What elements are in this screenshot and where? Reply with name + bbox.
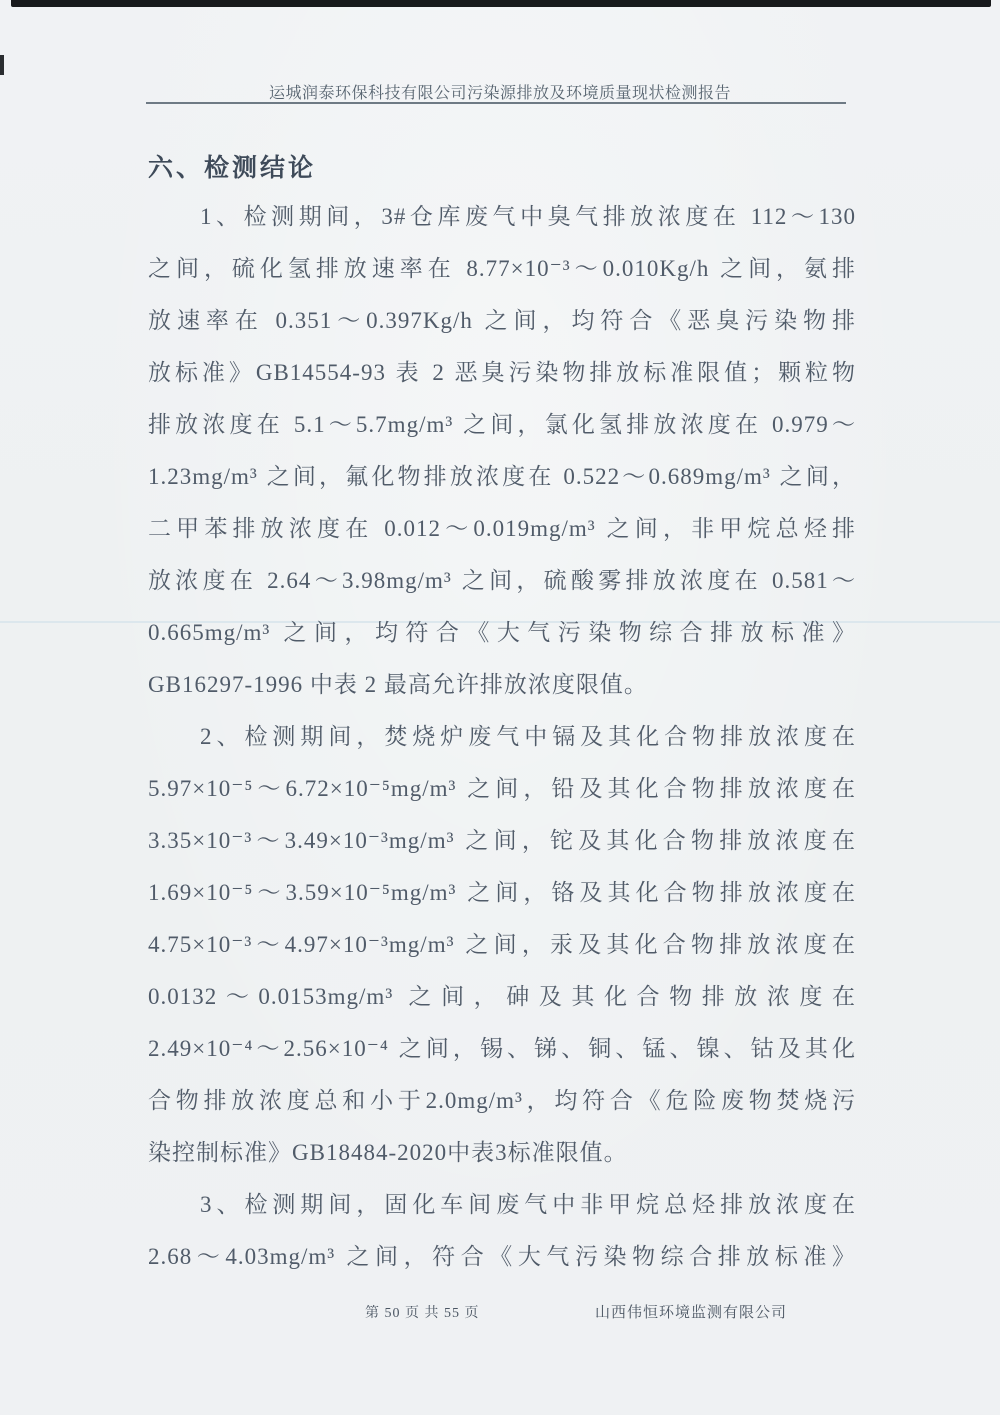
document-body xyxy=(148,191,856,1283)
scan-artifact-left-mark xyxy=(0,55,4,75)
body-line: 合物排放浓度总和小于2.0mg/m³，均符合《危险废物焚烧污 xyxy=(148,1088,856,1113)
section-heading: 六、检测结论 xyxy=(148,155,317,182)
footer-company-name: 山西伟恒环境监测有限公司 xyxy=(595,1305,788,1321)
document-header-title: 运城润泰环保科技有限公司污染源排放及环境质量现状检测报告 xyxy=(268,85,731,102)
footer-page-number: 第 50 页 共 55 页 xyxy=(365,1306,480,1321)
body-line: 5.97×10⁻⁵～6.72×10⁻⁵mg/m³ 之间，铅及其化合物排放浓度在 xyxy=(148,776,856,801)
body-line: 排放浓度在 5.1～5.7mg/m³ 之间，氯化氢排放浓度在 0.979～ xyxy=(148,412,856,437)
body-line: 之间，硫化氢排放速率在 8.77×10⁻³～0.010Kg/h 之间，氨排 xyxy=(148,256,856,281)
body-line: 2、检测期间，焚烧炉废气中镉及其化合物排放浓度在 xyxy=(200,724,856,749)
paragraph-1 xyxy=(148,191,856,711)
body-line: 二甲苯排放浓度在 0.012～0.019mg/m³ 之间，非甲烷总烃排 xyxy=(148,516,856,541)
body-line: 染控制标准》GB18484-2020中表3标准限值。 xyxy=(148,1140,628,1165)
body-line: 4.75×10⁻³～4.97×10⁻³mg/m³ 之间，汞及其化合物排放浓度在 xyxy=(148,932,856,957)
body-line: 3.35×10⁻³～3.49×10⁻³mg/m³ 之间，铊及其化合物排放浓度在 xyxy=(148,828,856,853)
body-line: 1.69×10⁻⁵～3.59×10⁻⁵mg/m³ 之间，铬及其化合物排放浓度在 xyxy=(148,880,856,905)
body-line: 放浓度在 2.64～3.98mg/m³ 之间，硫酸雾排放浓度在 0.581～ xyxy=(148,568,856,593)
body-line: 2.49×10⁻⁴～2.56×10⁻⁴ 之间，锡、锑、铜、锰、镍、钴及其化 xyxy=(148,1036,856,1061)
body-line: 3、检测期间，固化车间废气中非甲烷总烃排放浓度在 xyxy=(200,1192,856,1217)
paragraph-3 xyxy=(148,1179,856,1283)
body-line: 1、检测期间，3#仓库废气中臭气排放浓度在 112～130 xyxy=(200,204,856,229)
header-divider xyxy=(146,102,846,104)
body-line: 1.23mg/m³ 之间，氟化物排放浓度在 0.522～0.689mg/m³ 之间， xyxy=(148,464,856,489)
body-line: 0.0132～0.0153mg/m³ 之间，砷及其化合物排放浓度在 xyxy=(148,984,856,1009)
scan-artifact-top-bar xyxy=(11,0,991,7)
body-line: GB16297-1996 中表 2 最高允许排放浓度限值。 xyxy=(148,672,648,697)
body-line: 2.68～4.03mg/m³ 之间，符合《大气污染物综合排放标准》 xyxy=(148,1244,856,1269)
body-line: 放速率在 0.351～0.397Kg/h 之间，均符合《恶臭污染物排 xyxy=(148,308,856,333)
paragraph-2 xyxy=(148,711,856,1179)
body-line: 放标准》GB14554-93 表 2 恶臭污染物排放标准限值；颗粒物 xyxy=(148,360,856,385)
body-line: 0.665mg/m³ 之间，均符合《大气污染物综合排放标准》 xyxy=(148,620,856,645)
